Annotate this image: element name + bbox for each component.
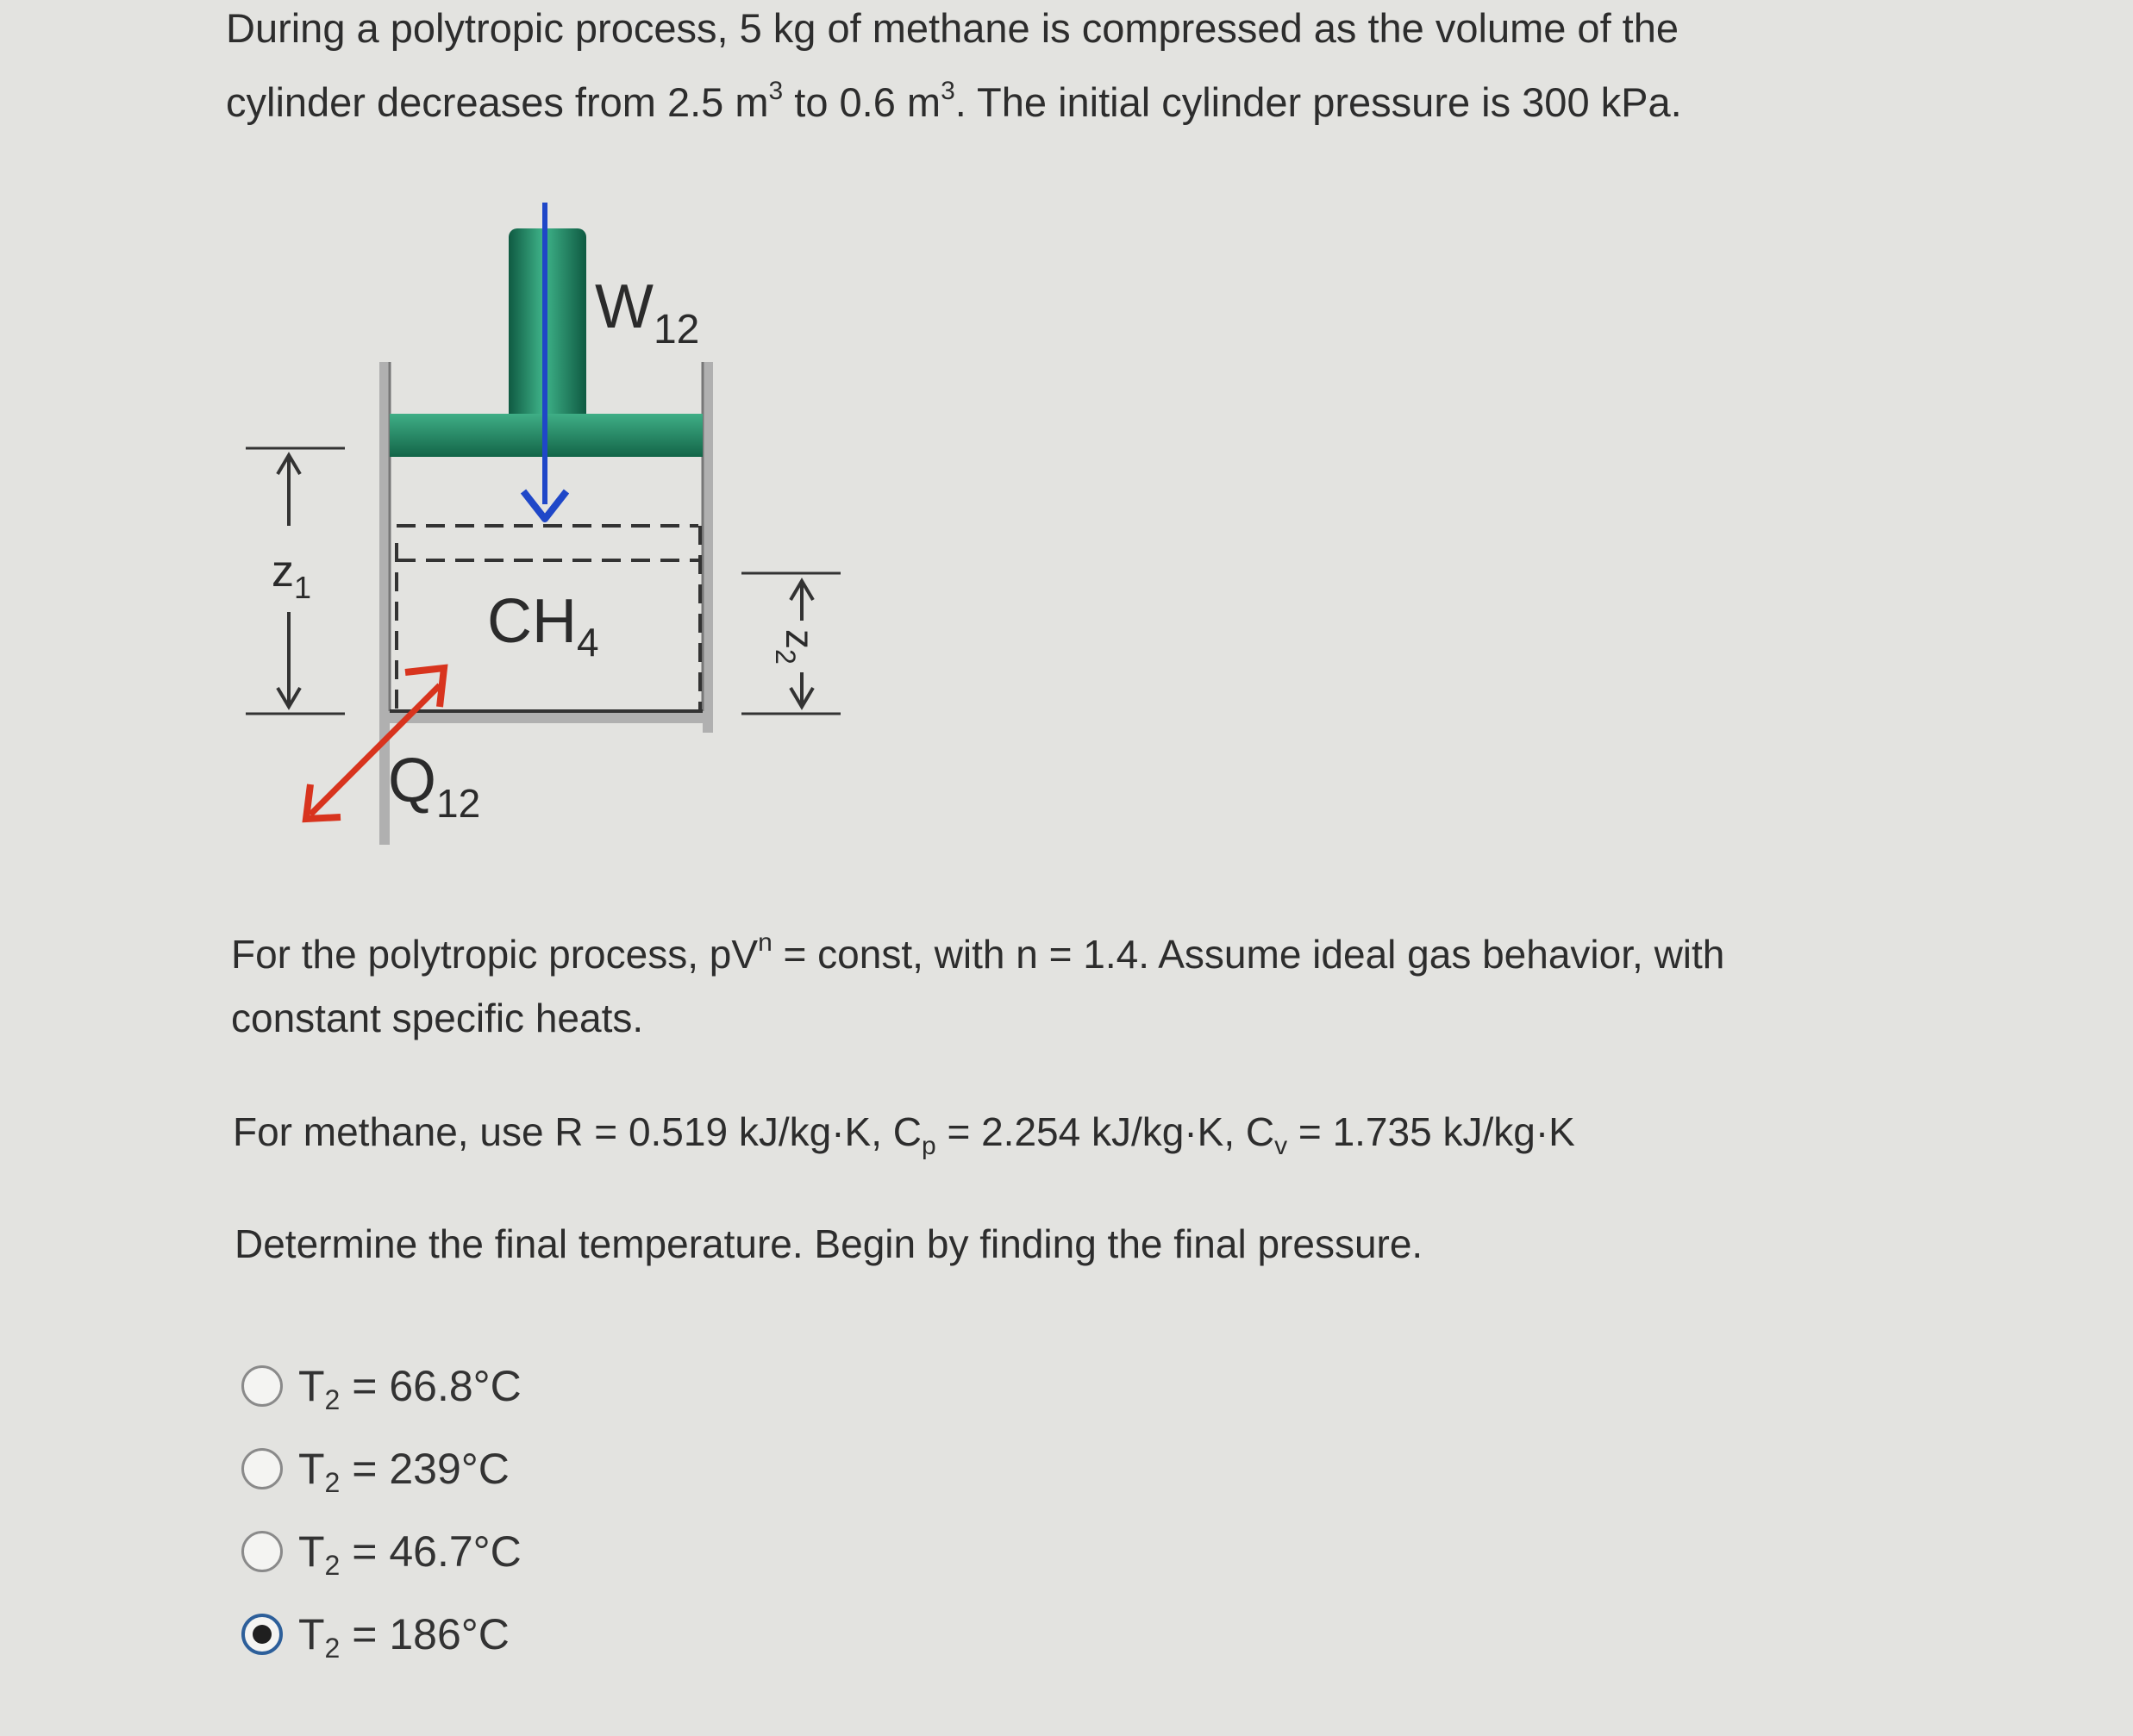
z2-label: $z_2$ — [770, 629, 823, 665]
work-label: $W_{12}$ — [595, 272, 700, 353]
option-label: $T_2 = 46.7^\circ C$ — [298, 1527, 522, 1581]
radio-button[interactable] — [241, 1531, 283, 1572]
intro-line-2b: to 0.6 m — [783, 79, 941, 125]
intro-line-1: During a polytropic process, 5 kg of methane is compressed as the volume of the — [226, 5, 1680, 51]
option-label: $T_2 = 186^\circ C$ — [298, 1610, 510, 1664]
radio-button[interactable] — [241, 1448, 283, 1489]
prompt-text: Determine the final temperature. Begin by finding the final pressure. — [235, 1221, 1423, 1266]
piston-cylinder-diagram — [224, 181, 879, 845]
answer-option[interactable] — [241, 1427, 522, 1510]
option-label: $T_2 = 66.8^\circ C$ — [298, 1362, 522, 1415]
heat-label: $Q_{12}$ — [388, 746, 481, 826]
props-text-c: = 1.735 kJ/kg·K — [1287, 1109, 1575, 1154]
props-text-b: = 2.254 kJ/kg·K, C — [935, 1109, 1275, 1154]
question-prompt — [235, 1207, 2045, 1281]
gas-label: $CH_4$ — [487, 587, 599, 665]
exponent-3: 3 — [768, 77, 784, 105]
answer-options — [241, 1345, 522, 1676]
intro-line-2a: cylinder decreases from 2.5 m — [226, 79, 769, 125]
polytropic-statement — [231, 922, 1955, 1050]
radio-dot — [253, 1625, 272, 1644]
answer-option-selected[interactable] — [241, 1593, 522, 1676]
exponent-n: n — [758, 928, 773, 957]
z1-label: $z_1$ — [272, 546, 312, 605]
props-text-a: For methane, use R = 0.519 kJ/kg·K, C — [233, 1109, 922, 1154]
answer-option[interactable] — [241, 1510, 522, 1593]
exponent-3: 3 — [941, 77, 955, 105]
cylinder-right-wall — [703, 362, 713, 733]
subscript-v: v — [1274, 1132, 1288, 1160]
answer-option[interactable] — [241, 1345, 522, 1427]
question-intro — [226, 0, 1950, 140]
poly-text-a: For the polytropic process, pV — [231, 932, 759, 977]
subscript-p: p — [921, 1132, 936, 1160]
intro-line-2c: . The initial cylinder pressure is 300 kPa. — [954, 79, 1682, 125]
radio-button-selected[interactable] — [241, 1614, 283, 1655]
methane-properties — [233, 1095, 2043, 1169]
poly-text-line2: constant specific heats. — [231, 996, 644, 1040]
poly-text-b: = const, with n = 1.4. Assume ideal gas behavior, with — [772, 932, 1725, 977]
option-label: $T_2 = 239^\circ C$ — [298, 1445, 510, 1498]
cylinder-bottom — [379, 711, 713, 723]
radio-button[interactable] — [241, 1365, 283, 1407]
